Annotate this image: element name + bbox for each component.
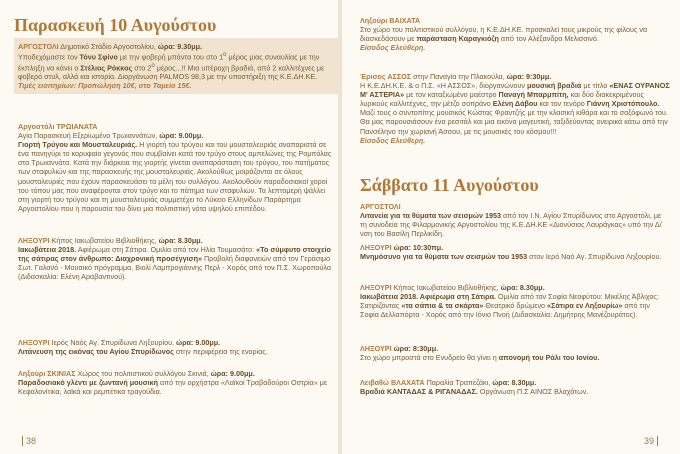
day-title: Σάββατο 11 Αυγούστου (360, 175, 539, 195)
event-rally-awards (360, 344, 670, 362)
event-iakovateia (18, 236, 332, 281)
free-entry-note: Είσοδος Ελεύθερη. (360, 43, 426, 53)
ordinal-suffix: ο (151, 62, 155, 69)
event-text: από την Σοφία Δελλαπόρτα - Χορός από την Ιόνιο Πνοή (Διδασκαλία: Δημήτρης Μανέζουράτος). (360, 301, 650, 320)
event-artist: Γιάννη Χριστόπουλο. (586, 99, 660, 109)
event-assos (360, 72, 670, 145)
event-venue: Κήπος Ιακωβατείου Βιβλιοθήκης, (393, 283, 499, 292)
day-title: Παρασκευή 10 Αυγούστου (14, 15, 217, 35)
event-artist: Παναγή Μπαρμπίτη, (498, 90, 569, 100)
ticket-prices: Τιμές εισιτηρίων: Προπώληση 10€, στο Ταμείο 15€. (18, 81, 192, 91)
event-text: από τον Αλέξανδρο Μελισσινό. (500, 34, 599, 44)
event-artist: Τόνυ Σφίνο (79, 52, 118, 62)
event-venue: στην Παναγία την Πλακούλα, (413, 72, 505, 81)
event-time: ώρα: 8.30μμ. (492, 378, 537, 387)
event-argostoli-concert (14, 38, 340, 94)
event-title: Λιτανεία για τα θύματα των σεισμών 1953 (360, 211, 501, 221)
event-troianata (18, 122, 332, 213)
event-venue: Δημοτικό Στάδιο Αργοστολίου, (60, 42, 156, 51)
event-place: Έρισος ΑΣΣΟΣ (360, 72, 412, 81)
event-artist: Στέλιος Ρόκκος (80, 62, 133, 72)
event-place: Ληξούρι ΒΑΙΧΑΤΑ (360, 16, 421, 25)
event-place: ΛΗΞΟΥΡΙ (18, 338, 50, 347)
event-venue: Κήπος Ιακωβατείου Βιβλιοθήκης, (51, 236, 157, 245)
event-concert-title: «ΕΝΑΣ ΟΥΡΑΝΟΣ Μ' ΑΣΤΕΡΙΑ» (360, 81, 670, 100)
event-venue: Χώρος του πολιτιστικού συλλόγου Σκινιά, (77, 369, 209, 378)
event-litany (18, 338, 332, 356)
event-title: Γιορτή Τρύγου και Μουσταλευριάς. (18, 140, 138, 150)
event-text: Υποδεχόμαστε τον (18, 52, 78, 62)
event-time: ώρα: 8.30μμ. (500, 283, 545, 292)
event-text: Μαζί τους ο συντοπίτης μουσικός Κώστας Φραντζής με την κλασική κιθάρα και το σαξόφωνό του. Θα μας παρουσιάσουν ένα ρεσιτάλ και μια εικόνα μαγευτική, ταξιδεύοντας ονειρικά κάτω από την Πανσέληνο την χωριανή Άσσου, με τις μουσικές του κόσμου!!! (360, 108, 668, 136)
event-time: ώρα: 10:30πμ. (393, 243, 444, 252)
event-text: από τον Ι.Ν. Αγίου Σπυρίδωνος στο Αργοστόλι, με τη συνοδεία της Φιλαρμονικής Αργοστολίου της Κ.Ε.ΔΗ.ΚΕ «Διονύσιος Λαυράγκας» υπό την Δ/νση του Βασίλη Περλικίδη. (360, 211, 662, 239)
event-time: ώρα: 9.00μμ. (159, 131, 204, 141)
event-kantada (360, 378, 670, 396)
event-text: από την ορχήστρα «Λαϊκοί Τραβαδούροι Οστρία» με Κεφαλονίτικα, λαϊκά και ρεμπέτικα τραγούδια. (18, 378, 328, 397)
event-text: μέρος μιας συναυλίας με την έκπληξη να κάνει ο (18, 52, 320, 72)
event-title: παράσταση Καραγκιόζη (416, 34, 499, 44)
event-place: ΑΡΓΟΣΤΟΛΙ (18, 42, 59, 51)
event-time: ώρα: 8.30μμ. (158, 236, 203, 245)
event-text: στην περιφέρεια της ενορίας. (175, 347, 268, 357)
event-vaixata (360, 16, 670, 52)
event-text: και τον τενόρο (539, 99, 585, 109)
event-lecture-title: «Το σύμφυτο στοιχείο της σάτιρας στον άνθρωπο: Διαχρονική προσέγγιση» (18, 245, 331, 264)
event-title: απονομή του Ράλι του Ιονίου. (498, 353, 600, 363)
event-time: ώρα: 9:30μμ. (506, 72, 552, 81)
ordinal-suffix: ο (223, 52, 227, 59)
event-text: και δύο διακεκριμένους λυρικούς καλλιτέχνες, την μέτζο σοπράνο (360, 90, 644, 109)
event-text: με τον καταξιωμένο μαέστρο (406, 90, 497, 100)
event-text: Οργάνωση Π.Σ ΑΙΝΟΣ Βλαχάτων. (479, 387, 589, 397)
event-memorial (360, 243, 670, 261)
event-place: ΑΡΓΟΣΤΟΛΙ (360, 202, 401, 211)
free-entry-note: Είσοδος Ελεύθερη. (360, 135, 426, 145)
event-title: Μνημόσυνο για τα θύματα των σεισμών του 1953 (360, 252, 528, 262)
event-title: Βραδιά ΚΑΝΤΑΔΑΣ & ΡΙΓΑΝΑΔΑΣ. (360, 387, 478, 397)
event-venue: Παραλία Τραπεζάκι, (426, 378, 491, 387)
event-time: ώρα: 9.30μμ. (157, 42, 202, 51)
event-earthquake-litany (360, 202, 670, 238)
event-text: μέρος...!! Μια υπέροχη βραδιά, από 2 καλλιτέχνες με φοβερό στυλ, αλλά και ιστορία. Διοργάνωση PALMOS 98,3 με την υποστήριξη της Κ.Ε.ΔΗ.ΚΕ. (18, 62, 325, 82)
event-place: ΛΗΞΟΥΡΙ (18, 236, 50, 245)
event-text: Στο χώρο μπροστά στο Ενυδρείο θα γίνει η (360, 353, 497, 363)
event-text: Στο χώρο του πολιτιστικού συλλόγου, η Κ.Ε.ΔΗ.ΚΕ. προσκαλεί τους μικρούς της φίλους να διασκεδάσουν με (360, 25, 648, 44)
event-place: Αργοστόλι ΤΡΩΙΑΝΑΤΑ (18, 122, 98, 131)
event-text: Θεατρικό δρώμενο (485, 301, 546, 311)
event-venue: Ιερός Ναός Αγ. Σπυρίδωνα Ληξουρίου, (51, 338, 174, 347)
event-text: Ομιλία από τον Σοφία Νεοφύτου: Μικέλης Άβλιχος: Σατιρίζοντας (360, 292, 659, 311)
event-text: με τίτλο (583, 81, 608, 91)
event-iakovateia-satire (360, 283, 670, 319)
event-text: Προβολή διαφανειών από τον Γεράσιμο Σωτ. Γαλανό - Μουσικό πρόγραμμα, Βιολί Λαμπρογιάννης Περλ - Χορός από τον Π.Σ. Χωροπούλα (Διδασκαλία: Ελένη Αραβαντινού). (18, 254, 331, 282)
event-place: ΛΗΞΟΥΡΙ (360, 243, 392, 252)
event-title: μουσική βραδιά (527, 81, 582, 91)
event-text: Αφιέρωμα στη Σάτιρα. Ομιλία από τον Ηλία Τουμασάτο: (77, 245, 255, 255)
event-time: ώρα: 8:30μμ. (393, 344, 439, 353)
event-title: Ιακωβάτεια 2018. (18, 245, 77, 255)
event-place: Λειβαθώ ΒΛΑΧΑΤΑ (360, 378, 425, 387)
event-text: Η γιορτή του τρύγου και του μουσταλευριάς αναπαριστά σε ένα πανηγύρι το κορυφαίο γεγονός που συμβαίνει κατά τον τρύγο στους αμπελώνες της Ρομπόλας στα Τρωιαννάτα. Κατά την διάρκεια της γιορτής γίνεται αναπαράσταση του τρύγου, του πατήματος των σταφυλιών και της παρασκευής της μουσταλευριάς. Ακολούθως μοιράζονται σε όλους μουσταλευριές που έχουν παρασκευάσει τα μέλη του συλλόγου. Ακολουθούν παραδοσιακοί χοροί του τόπου μας που αναφέρονται στον τρύγο και το πάτημα των σταφυλιών. Τα λεπτομερή ψάλλει στη γιορτή του τρύγου και τη μουσταλευριάς συμμετέχει το Λύκειο Ελληνίδων Παράρτημα Αργοστολίου που η παρουσία του δίνει μια πολιτιστική νότα υψηλού επιπέδου. (18, 140, 332, 213)
event-play-title: «Σάτιρα εν Ληξουρίω» (547, 301, 623, 311)
event-text: στο 2 (134, 62, 152, 72)
event-title: Λιτάνευση της εικόνας του Αγίου Σπυρίδωνος (18, 347, 174, 357)
event-lecture-title: «τα σάπια & τα σκάρτα» (401, 301, 484, 311)
event-title: Ιακωβάτεια 2018. Αφιέρωμα στη Σάτιρα. (360, 292, 497, 302)
event-time: ώρα: 9.00μμ. (176, 338, 221, 347)
event-text: με την φοβερή μπάντα του στο 1 (119, 52, 224, 62)
page-number: 39 (644, 436, 658, 446)
event-text: στον Ιερό Ναό Αγ. Σπυρίδωνα Ληξουρίου. (529, 252, 662, 262)
event-place: ΛΗΞΟΥΡΙ (360, 283, 392, 292)
left-page (0, 0, 338, 454)
page-number: 38 (22, 436, 36, 446)
event-skinias (18, 369, 332, 396)
event-place: ΛΗΞΟΥΡΙ (360, 344, 392, 353)
event-text: Η Κ.Ε.ΔΗ.Κ.Ε. & ο Π.Σ. «Η ΑΣΣΟΣ», διοργανώνουν (360, 81, 525, 91)
event-artist: Ελένη Δάβου (492, 99, 538, 109)
right-page (342, 0, 680, 454)
event-title: Παραδοσιακό γλέντι με ζωντανή μουσική (18, 378, 159, 388)
event-place: Ληξούρι ΣΚΙΝΙΑΣ (18, 369, 76, 378)
event-time: ώρα: 9.00μμ. (210, 369, 255, 378)
event-venue: Αγία Παρασκευή Εξερίωμένο Τρωιαννάτων, (18, 131, 158, 141)
